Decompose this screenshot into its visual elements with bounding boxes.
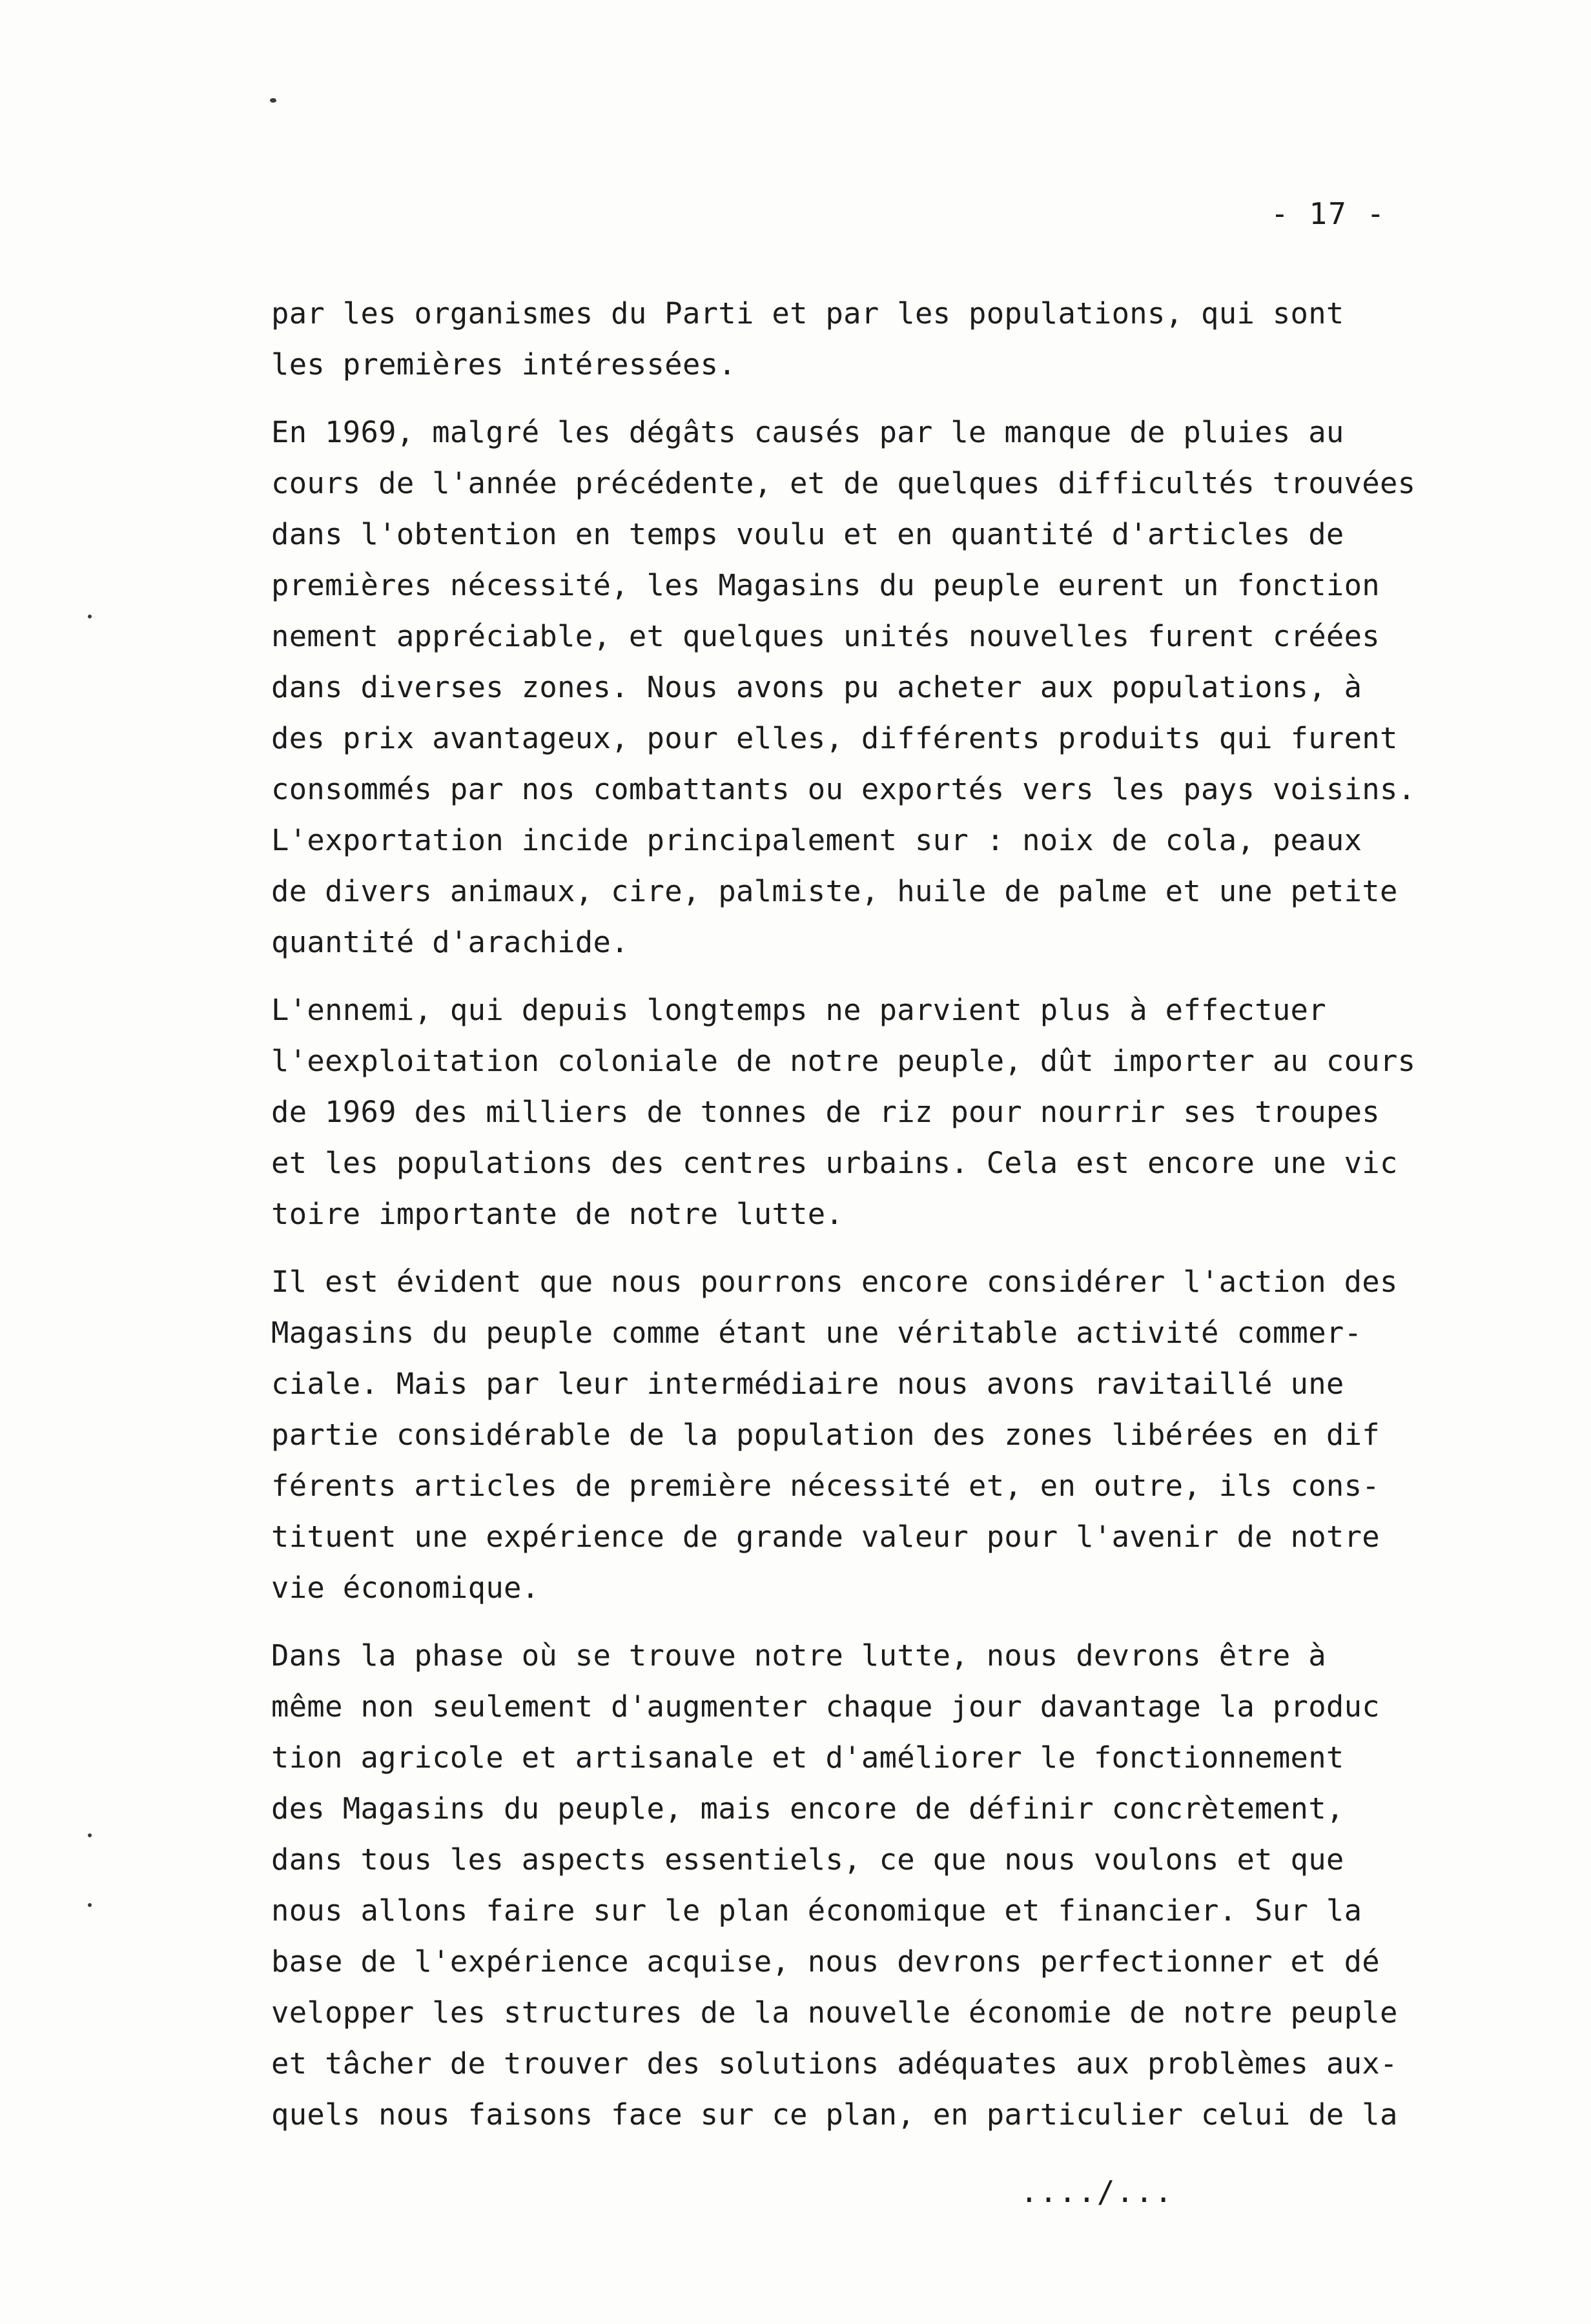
text-line: toire importante de notre lutte.: [271, 1197, 844, 1231]
text-line: Dans la phase où se trouve notre lutte, nous devrons être à: [271, 1638, 1326, 1673]
page-number: - 17 -: [1271, 196, 1386, 231]
text-line: L'ennemi, qui depuis longtemps ne parvient plus à effectuer: [271, 993, 1326, 1027]
text-line: nement appréciable, et quelques unités nouvelles furent créées: [271, 619, 1380, 653]
text-line: et les populations des centres urbains. Cela est encore une vic: [271, 1146, 1398, 1180]
paragraph: [271, 288, 1511, 390]
text-line: cours de l'année précédente, et de quelques difficultés trouvées: [271, 466, 1416, 500]
text-line: tion agricole et artisanale et d'améliorer le fonctionnement: [271, 1740, 1344, 1775]
text-line: L'exportation incide principalement sur : noix de cola, peaux: [271, 823, 1362, 857]
text-line: dans l'obtention en temps voulu et en quantité d'articles de: [271, 517, 1344, 551]
scan-speck-mark: [88, 1833, 92, 1837]
text-line: tituent une expérience de grande valeur pour l'avenir de notre: [271, 1520, 1380, 1554]
text-line: nous allons faire sur le plan économique et financier. Sur la: [271, 1893, 1362, 1928]
text-line: même non seulement d'augmenter chaque jour davantage la produc: [271, 1689, 1380, 1724]
scan-speck-mark: [270, 98, 276, 103]
text-line: par les organismes du Parti et par les populations, qui sont: [271, 296, 1344, 331]
text-line: et tâcher de trouver des solutions adéquates aux problèmes aux-: [271, 2046, 1398, 2081]
paragraph: [271, 1256, 1511, 1613]
text-line: dans diverses zones. Nous avons pu acheter aux populations, à: [271, 670, 1362, 704]
text-line: de divers animaux, cire, palmiste, huile de palme et une petite: [271, 874, 1398, 908]
text-line: quantité d'arachide.: [271, 925, 629, 959]
text-line: l'eexploitation coloniale de notre peuple, dût importer au cours: [271, 1044, 1416, 1078]
text-line: base de l'expérience acquise, nous devrons perfectionner et dé: [271, 1944, 1380, 1979]
text-line: Il est évident que nous pourrons encore considérer l'action des: [271, 1265, 1398, 1299]
text-line: les premières intéressées.: [271, 347, 737, 382]
text-line: premières nécessité, les Magasins du peuple eurent un fonction: [271, 568, 1380, 602]
text-line: Magasins du peuple comme étant une véritable activité commer-: [271, 1316, 1362, 1350]
scan-speck-mark: [88, 615, 92, 618]
paragraph: [271, 407, 1511, 968]
continuation-marker: ..../...: [1020, 2174, 1174, 2209]
text-line: dans tous les aspects essentiels, ce que nous voulons et que: [271, 1842, 1344, 1877]
paragraph: [271, 984, 1511, 1239]
text-line: partie considérable de la population des zones libérées en dif: [271, 1418, 1380, 1452]
scan-speck-mark: [88, 1903, 92, 1907]
text-line: vie économique.: [271, 1571, 540, 1605]
text-line: férents articles de première nécessité et, en outre, ils cons-: [271, 1469, 1380, 1503]
text-line: quels nous faisons face sur ce plan, en particulier celui de la: [271, 2097, 1398, 2132]
text-line: velopper les structures de la nouvelle économie de notre peuple: [271, 1995, 1398, 2030]
text-line: consommés par nos combattants ou exportés vers les pays voisins.: [271, 772, 1416, 806]
text-line: des Magasins du peuple, mais encore de définir concrètement,: [271, 1791, 1344, 1826]
text-line: de 1969 des milliers de tonnes de riz pour nourrir ses troupes: [271, 1095, 1380, 1129]
text-line: des prix avantageux, pour elles, différents produits qui furent: [271, 721, 1398, 755]
text-line: En 1969, malgré les dégâts causés par le manque de pluies au: [271, 415, 1344, 449]
body-text: [271, 288, 1511, 2157]
paragraph: [271, 1630, 1511, 2140]
text-line: ciale. Mais par leur intermédiaire nous avons ravitaillé une: [271, 1367, 1344, 1401]
